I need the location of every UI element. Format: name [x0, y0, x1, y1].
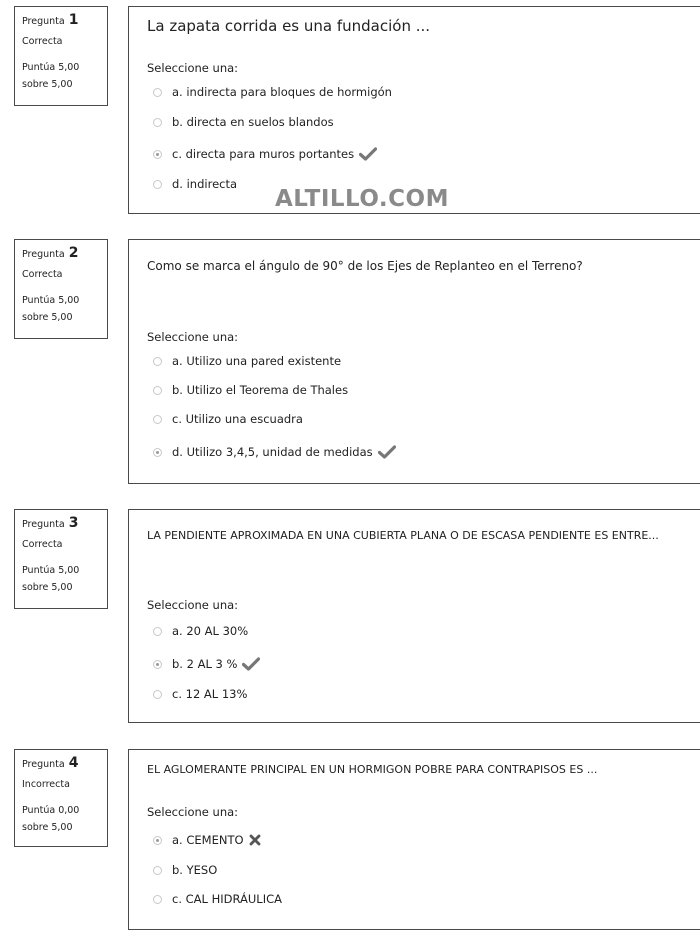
question-text: Como se marca el ángulo de 90° de los Ejes de Replanteo en el Terreno? — [147, 259, 583, 273]
answer-option[interactable] — [153, 351, 341, 371]
question-number-label: Pregunta 4 — [22, 755, 79, 771]
question-info-3 — [14, 509, 108, 609]
answer-option[interactable] — [153, 442, 396, 462]
answer-option-label: c. 12 AL 13% — [172, 687, 248, 701]
question-state: Incorrecta — [22, 779, 70, 790]
answer-option[interactable] — [153, 684, 247, 704]
answer-option-label: c. directa para muros portantes — [172, 147, 355, 161]
radio-button-selected[interactable] — [153, 836, 162, 845]
answer-option-label: c. CAL HIDRÁULICA — [172, 892, 282, 906]
watermark: ALTILLO.COM — [275, 186, 449, 212]
radio-button[interactable] — [153, 895, 162, 904]
question-content-4 — [128, 749, 700, 930]
question-grade — [22, 292, 100, 326]
grade-line: Puntúa 5,00 — [22, 295, 80, 306]
question-info-1 — [14, 6, 108, 106]
grade-max-line: sobre 5,00 — [22, 822, 73, 833]
question-text: La zapata corrida es una fundación ... — [147, 17, 431, 35]
answer-option[interactable] — [153, 830, 261, 850]
question-number-label: Pregunta 1 — [22, 12, 79, 28]
radio-button[interactable] — [153, 180, 162, 189]
grade-line: Puntúa 5,00 — [22, 565, 80, 576]
question-number: 1 — [68, 12, 79, 28]
answer-option-label: d. indirecta — [172, 177, 238, 191]
radio-button[interactable] — [153, 690, 162, 699]
question-state: Correcta — [22, 539, 63, 550]
radio-button[interactable] — [153, 357, 162, 366]
radio-button[interactable] — [153, 415, 162, 424]
answer-option-label: b. Utilizo el Teorema de Thales — [172, 383, 349, 397]
answer-option[interactable] — [153, 82, 392, 102]
grade-line: Puntúa 5,00 — [22, 62, 80, 73]
answer-option-label: b. directa en suelos blandos — [172, 115, 334, 129]
answer-option-label: a. 20 AL 30% — [172, 624, 249, 638]
answer-option[interactable] — [153, 380, 348, 400]
answer-prompt: Seleccione una: — [147, 330, 239, 344]
question-state: Correcta — [22, 36, 63, 47]
check-icon — [378, 445, 396, 459]
question-content-1 — [128, 6, 700, 214]
answer-prompt: Seleccione una: — [147, 61, 239, 75]
answer-option[interactable] — [153, 174, 237, 194]
answer-option[interactable] — [153, 654, 260, 674]
radio-button[interactable] — [153, 627, 162, 636]
answer-option[interactable] — [153, 889, 282, 909]
check-icon — [242, 657, 260, 671]
answer-option[interactable] — [153, 144, 377, 164]
radio-button[interactable] — [153, 386, 162, 395]
question-text: EL AGLOMERANTE PRINCIPAL EN UN HORMIGON POBRE PARA CONTRAPISOS ES ... — [147, 763, 598, 776]
cross-icon — [249, 834, 261, 846]
grade-max-line: sobre 5,00 — [22, 79, 73, 90]
answer-option-label: a. Utilizo una pared existente — [172, 354, 342, 368]
question-content-3 — [128, 509, 700, 723]
radio-button-selected[interactable] — [153, 660, 162, 669]
answer-option[interactable] — [153, 409, 303, 429]
radio-button-selected[interactable] — [153, 150, 162, 159]
check-icon — [359, 147, 377, 161]
radio-button[interactable] — [153, 866, 162, 875]
question-state: Correcta — [22, 269, 63, 280]
grade-line: Puntúa 0,00 — [22, 805, 80, 816]
radio-button[interactable] — [153, 88, 162, 97]
question-grade — [22, 802, 100, 836]
grade-max-line: sobre 5,00 — [22, 582, 73, 593]
radio-button[interactable] — [153, 118, 162, 127]
answer-prompt: Seleccione una: — [147, 598, 239, 612]
answer-option-label: d. Utilizo 3,4,5, unidad de medidas — [172, 445, 373, 459]
question-number: 2 — [68, 245, 79, 261]
answer-option-label: b. 2 AL 3 % — [172, 657, 238, 671]
question-number: 4 — [68, 755, 79, 771]
answer-option[interactable] — [153, 112, 334, 132]
answer-option-label: a. indirecta para bloques de hormigón — [172, 85, 392, 99]
answer-prompt: Seleccione una: — [147, 805, 239, 819]
question-grade — [22, 562, 100, 596]
answer-option[interactable] — [153, 860, 217, 880]
question-content-2 — [128, 239, 700, 484]
answer-option-label: c. Utilizo una escuadra — [172, 412, 303, 426]
radio-button-selected[interactable] — [153, 448, 162, 457]
grade-max-line: sobre 5,00 — [22, 312, 73, 323]
question-number-label: Pregunta 2 — [22, 245, 79, 261]
question-number: 3 — [68, 515, 79, 531]
question-info-2 — [14, 239, 108, 339]
answer-option-label: a. CEMENTO — [172, 833, 244, 847]
question-info-4 — [14, 749, 108, 847]
question-text: LA PENDIENTE APROXIMADA EN UNA CUBIERTA PLANA O DE ESCASA PENDIENTE ES ENTRE... — [147, 529, 659, 542]
question-number-label: Pregunta 3 — [22, 515, 79, 531]
question-grade — [22, 59, 100, 93]
answer-option-label: b. YESO — [172, 863, 218, 877]
answer-option[interactable] — [153, 621, 248, 641]
